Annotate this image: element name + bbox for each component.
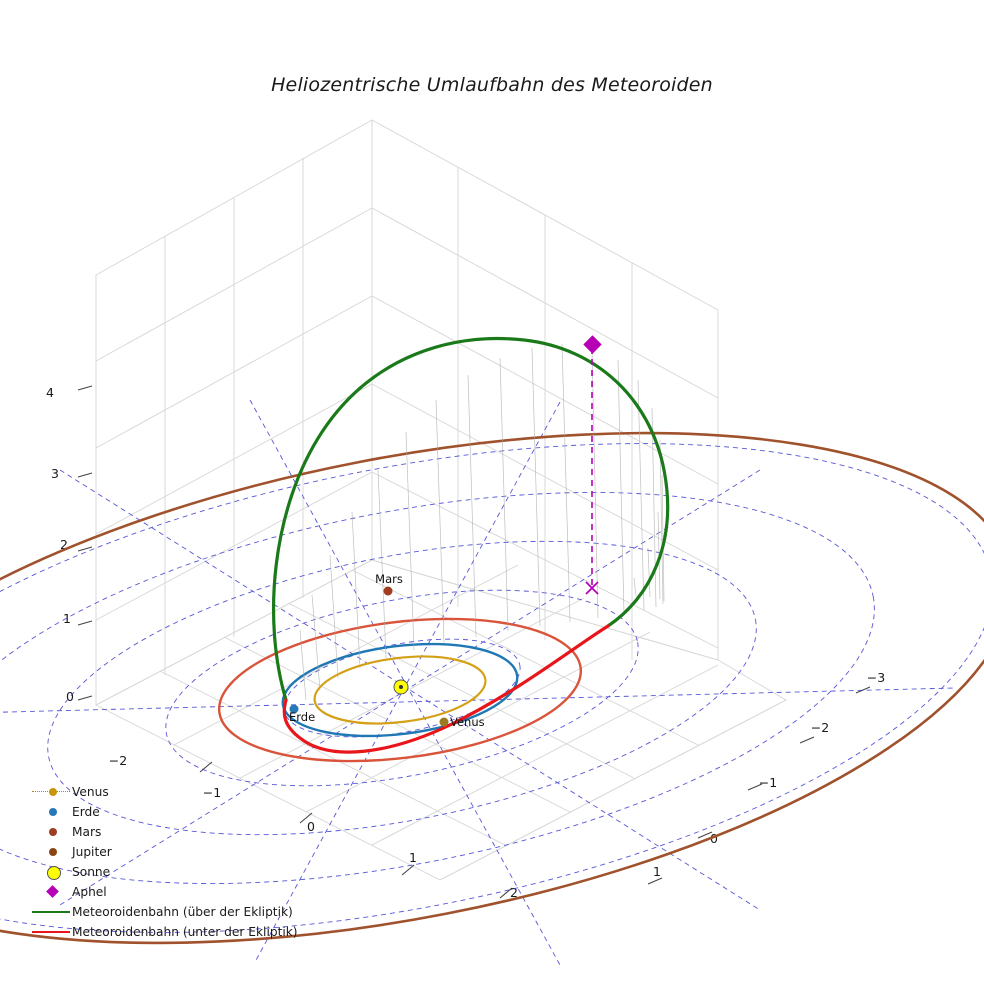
mars-dot-icon (30, 822, 72, 842)
tick-label: 1 (409, 850, 417, 865)
venus-label: Venus (450, 715, 485, 729)
legend-item-aphel (30, 882, 330, 902)
legend-label: Sonne (72, 865, 111, 879)
legend-item-venus (30, 782, 330, 802)
tick-label: 1 (653, 864, 661, 879)
tick-label: 0 (66, 689, 74, 704)
tick-label: 2 (60, 537, 68, 552)
orbit-drop-lines (300, 344, 664, 700)
red-line-icon (30, 922, 72, 942)
sun-marker (394, 680, 408, 694)
erde-dot-icon (30, 802, 72, 822)
legend-label: Venus (72, 785, 109, 799)
tick-label: −1 (202, 785, 222, 800)
page-title: Heliozentrische Umlaufbahn des Meteoroiden (271, 74, 713, 96)
tick-label: −2 (108, 753, 128, 768)
legend-item-meteoroid-above (30, 902, 330, 922)
tick-label: 4 (46, 385, 54, 400)
legend-item-mars (30, 822, 330, 842)
tick-label: 0 (710, 831, 718, 846)
erde-label: Erde (289, 710, 316, 724)
aphel-diamond-icon (30, 882, 72, 902)
tick-label: 0 (307, 819, 315, 834)
legend-item-meteoroid-below (30, 922, 330, 942)
sonne-dot-icon (30, 862, 72, 882)
legend (30, 782, 330, 942)
legend-label: Meteoroidenbahn (unter der Ekliptik) (72, 925, 298, 939)
tick-label: −2 (810, 720, 830, 735)
mars-label: Mars (375, 572, 403, 586)
legend-label: Aphel (72, 885, 107, 899)
legend-label: Meteoroidenbahn (über der Ekliptik) (72, 905, 293, 919)
legend-item-erde (30, 802, 330, 822)
tick-label: 2 (510, 885, 518, 900)
jupiter-dot-icon (30, 842, 72, 862)
venus-marker (440, 718, 449, 727)
legend-item-sonne (30, 862, 330, 882)
legend-label: Mars (72, 825, 102, 839)
tick-label: −3 (866, 670, 886, 685)
tick-label: −1 (758, 775, 778, 790)
tick-label: 1 (63, 611, 71, 626)
aphel-marker (583, 335, 601, 353)
legend-item-jupiter (30, 842, 330, 862)
green-line-icon (30, 902, 72, 922)
meteoroid-orbit-above-ecliptic (274, 339, 668, 700)
legend-label: Jupiter (72, 845, 112, 859)
legend-label: Erde (72, 805, 100, 819)
mars-marker (384, 587, 393, 596)
venus-dot-icon (30, 782, 72, 802)
tick-label: 3 (51, 466, 59, 481)
